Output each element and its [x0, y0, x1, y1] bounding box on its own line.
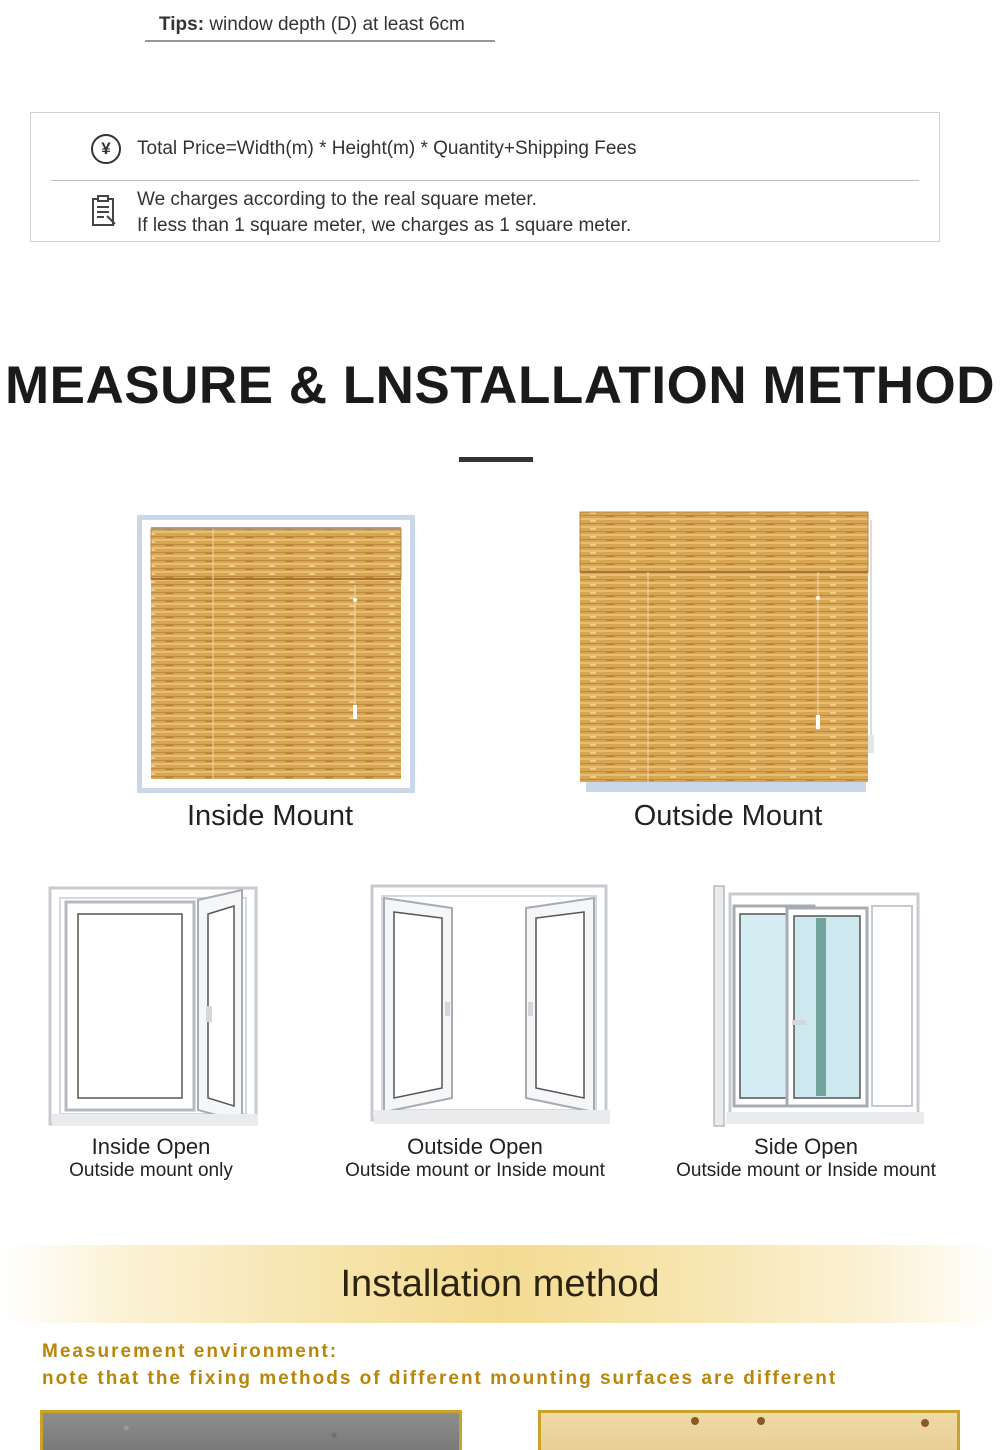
pricing-note-line1: We charges according to the real square meter. [137, 189, 537, 210]
pricing-formula: Total Price=Width(m) * Height(m) * Quantity+Shipping Fees [137, 138, 637, 159]
measurement-environment-note [42, 1338, 837, 1392]
env-line2: note that the fixing methods of different mounting surfaces are different [42, 1368, 838, 1389]
installation-banner [0, 1245, 1000, 1323]
outside-mount-image [578, 510, 876, 796]
inside-open-window-image [48, 886, 262, 1130]
outside-open-window-image [370, 884, 612, 1130]
side-open-subtitle: Outside mount or Inside mount [676, 1160, 936, 1181]
pricing-note-line2: If less than 1 square meter, we charges as 1 square meter. [137, 215, 632, 236]
inside-mount-image [137, 515, 415, 793]
inside-open-subtitle: Outside mount only [69, 1160, 233, 1181]
wood-knot [921, 1419, 929, 1427]
pricing-formula-row [91, 133, 636, 165]
outside-open-subtitle: Outside mount or Inside mount [345, 1160, 605, 1181]
heading-underline [459, 457, 533, 462]
pricing-note-row [91, 187, 631, 239]
env-line1: Measurement environment: [42, 1341, 339, 1362]
document-icon [91, 195, 117, 227]
tips-banner [145, 5, 495, 42]
side-open-title: Side Open [754, 1134, 858, 1159]
outside-mount-label: Outside Mount [633, 800, 823, 832]
installation-title: Installation method [340, 1263, 660, 1305]
outside-open-title: Outside Open [407, 1134, 543, 1159]
concrete-surface-image [40, 1410, 462, 1450]
inside-open-title: Inside Open [91, 1134, 211, 1159]
tips-text: Tips: window depth (D) at least 6cm [159, 14, 465, 35]
section-heading: MEASURE & LNSTALLATION METHOD [4, 356, 996, 415]
side-open-window-image [712, 884, 926, 1130]
divider [51, 180, 919, 181]
pricing-box [30, 112, 940, 242]
wood-surface-image [538, 1410, 960, 1450]
wood-knot [757, 1417, 765, 1425]
wood-knot [691, 1417, 699, 1425]
yen-icon: ¥ [91, 134, 121, 164]
inside-mount-label: Inside Mount [186, 800, 354, 832]
